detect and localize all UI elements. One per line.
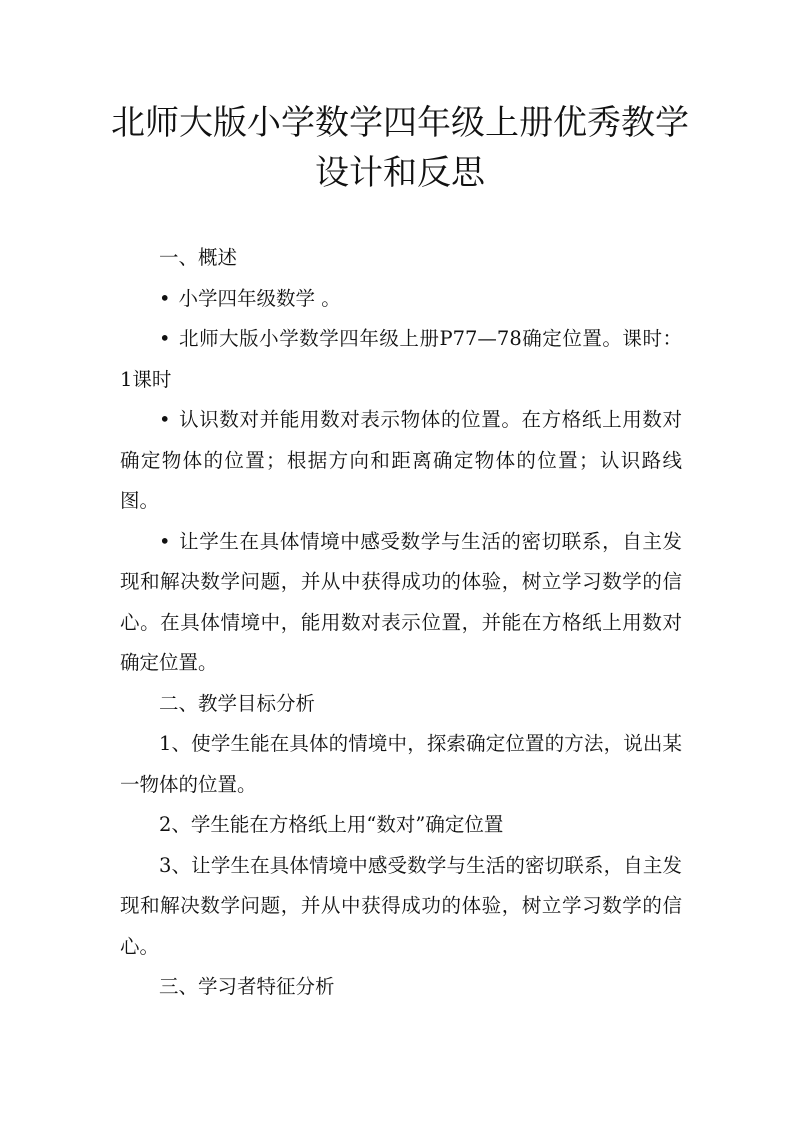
paragraph-text: 1、使学生能在具体的情境中，探索确定位置的方法，说出某一物体的位置。 xyxy=(120,732,682,796)
paragraph-text: 2、学生能在方格纸上用“数对”确定位置 xyxy=(159,813,504,836)
paragraph-text: 认识数对并能用数对表示物体的位置。在方格纸上用数对确定物体的位置；根据方向和距离确定物体的位置；认识路线图。 xyxy=(120,408,682,512)
bullet-item xyxy=(120,279,682,320)
bullet-item xyxy=(120,319,682,400)
bullet-icon: • xyxy=(159,286,171,310)
paragraph-text: 二、教学目标分析 xyxy=(159,691,316,715)
paragraph-text: 小学四年级数学 。 xyxy=(178,286,341,310)
section-heading-objectives xyxy=(120,684,682,725)
paragraph-text: 让学生在具体情境中感受数学与生活的密切联系，自主发现和解决数学问题，并从中获得成功的体验，树立学习数学的信心。在具体情境中，能用数对表示位置，并能在方格纸上用数对确定位置。 xyxy=(120,529,682,674)
paragraph-text: 3、让学生在具体情境中感受数学与生活的密切联系，自主发现和解决数学问题，并从中获得成功的体验，树立学习数学的信心。 xyxy=(120,853,682,958)
section-heading-learner xyxy=(120,967,682,1008)
title-line-2: 设计和反思 xyxy=(315,153,485,193)
section-heading-overview xyxy=(120,238,682,279)
paragraph-text: 一、概述 xyxy=(159,246,238,269)
bullet-item xyxy=(120,522,682,684)
bullet-icon: • xyxy=(159,529,171,553)
title-line-1: 北师大版小学数学四年级上册优秀教学 xyxy=(111,103,689,143)
numbered-item xyxy=(120,846,682,968)
bullet-icon: • xyxy=(159,327,171,350)
numbered-item xyxy=(120,805,682,846)
document-title xyxy=(100,98,700,198)
bullet-item xyxy=(120,400,682,522)
paragraph-text: 北师大版小学数学四年级上册P77—78确定位置。课时：1课时 xyxy=(120,327,682,391)
paragraph-text: 三、学习者特征分析 xyxy=(159,975,335,998)
bullet-icon: • xyxy=(159,408,171,431)
document-body xyxy=(120,238,682,1008)
numbered-item xyxy=(120,724,682,805)
